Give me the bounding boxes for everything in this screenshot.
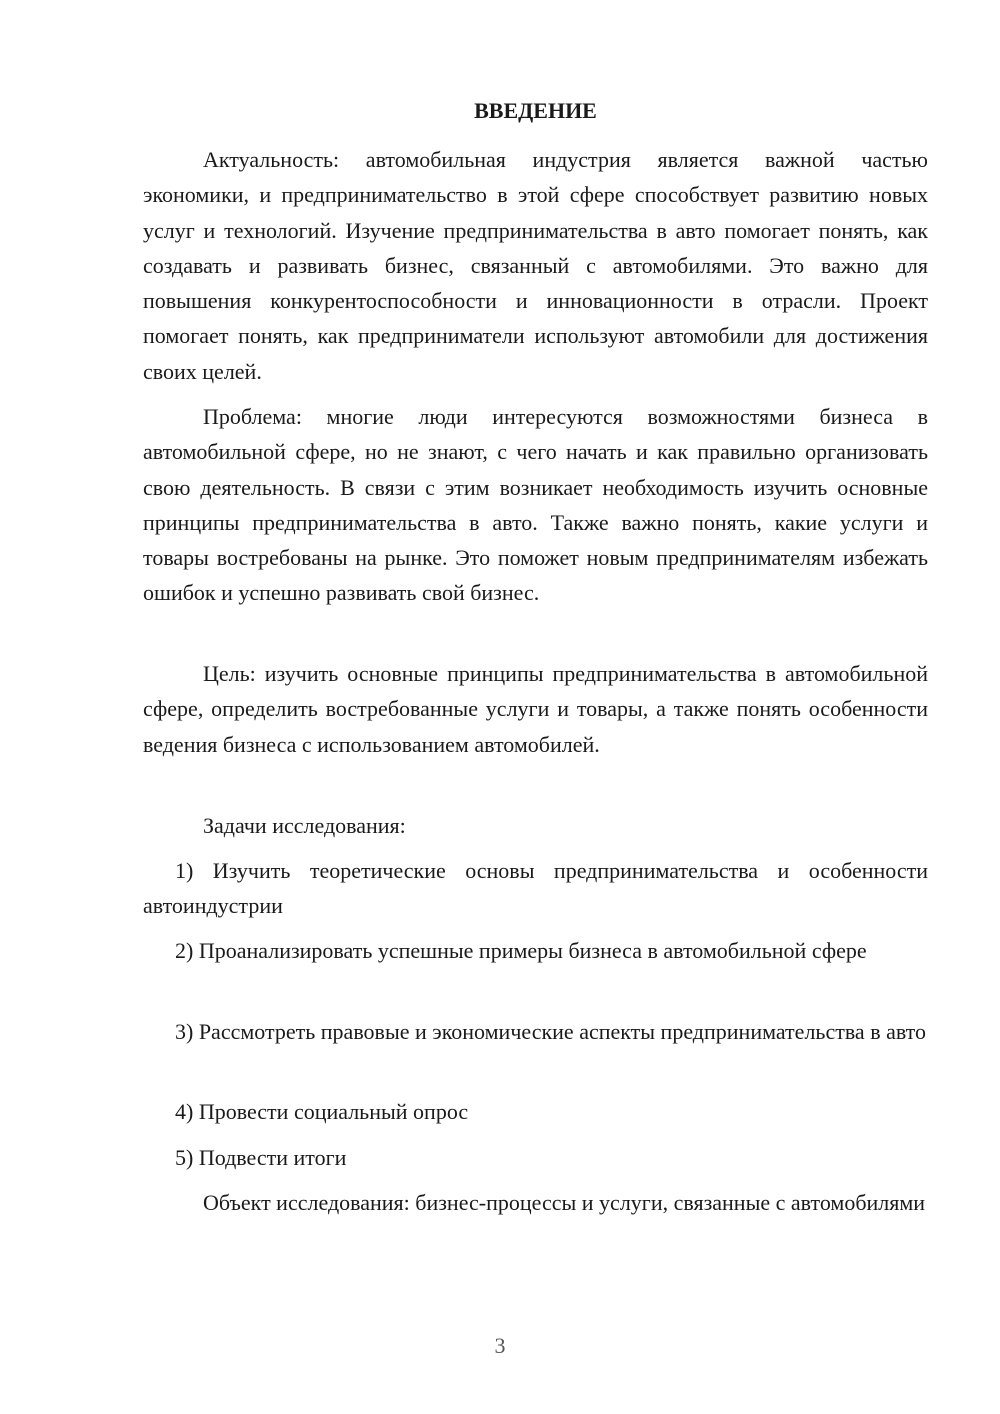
tasks-heading: Задачи исследования: (203, 813, 406, 838)
goal-paragraph: Цель: изучить основные принципы предпринимательства в автомобильной сфере, определить востребованные услуги и товары, а также понять особенности ведения бизнеса с использованием автомобилей. (143, 661, 928, 757)
section-title: ВВЕДЕНИЕ (474, 98, 597, 123)
task-item-2: 2) Проанализировать успешные примеры бизнеса в автомобильной сфере (175, 938, 867, 963)
page-number: 3 (494, 1333, 506, 1358)
relevance-paragraph: Актуальность: автомобильная индустрия является важной частью экономики, и предпринимательство в этой сфере способствует развитию новых услуг и технологий. Изучение предпринимательства в авто помогает понять, как создавать и развивать бизнес, связанный с автомобилями. Это важно для повышения конкурентоспособности и инновационности в отрасли. Проект помогает понять, как предприниматели используют автомобили для достижения своих целей. (143, 147, 928, 384)
task-item-4: 4) Провести социальный опрос (175, 1099, 469, 1124)
object-paragraph: Объект исследования: бизнес-процессы и услуги, связанные с автомобилями (203, 1190, 926, 1215)
task-item-3: 3) Рассмотреть правовые и экономические аспекты предпринимательства в авто (175, 1019, 927, 1044)
problem-paragraph: Проблема: многие люди интересуются возможностями бизнеса в автомобильной сфере, но не знают, с чего начать и как правильно организовать свою деятельность. В связи с этим возникает необходимость изучить основные принципы предпринимательства в авто. Также важно понять, какие услуги и товары востребованы на рынке. Это поможет новым предпринимателям избежать ошибок и успешно развивать свой бизнес. (143, 404, 928, 606)
task-item-1: 1) Изучить теоретические основы предпринимательства и особенности автоиндустрии (143, 858, 928, 919)
task-item-5: 5) Подвести итоги (175, 1145, 347, 1170)
